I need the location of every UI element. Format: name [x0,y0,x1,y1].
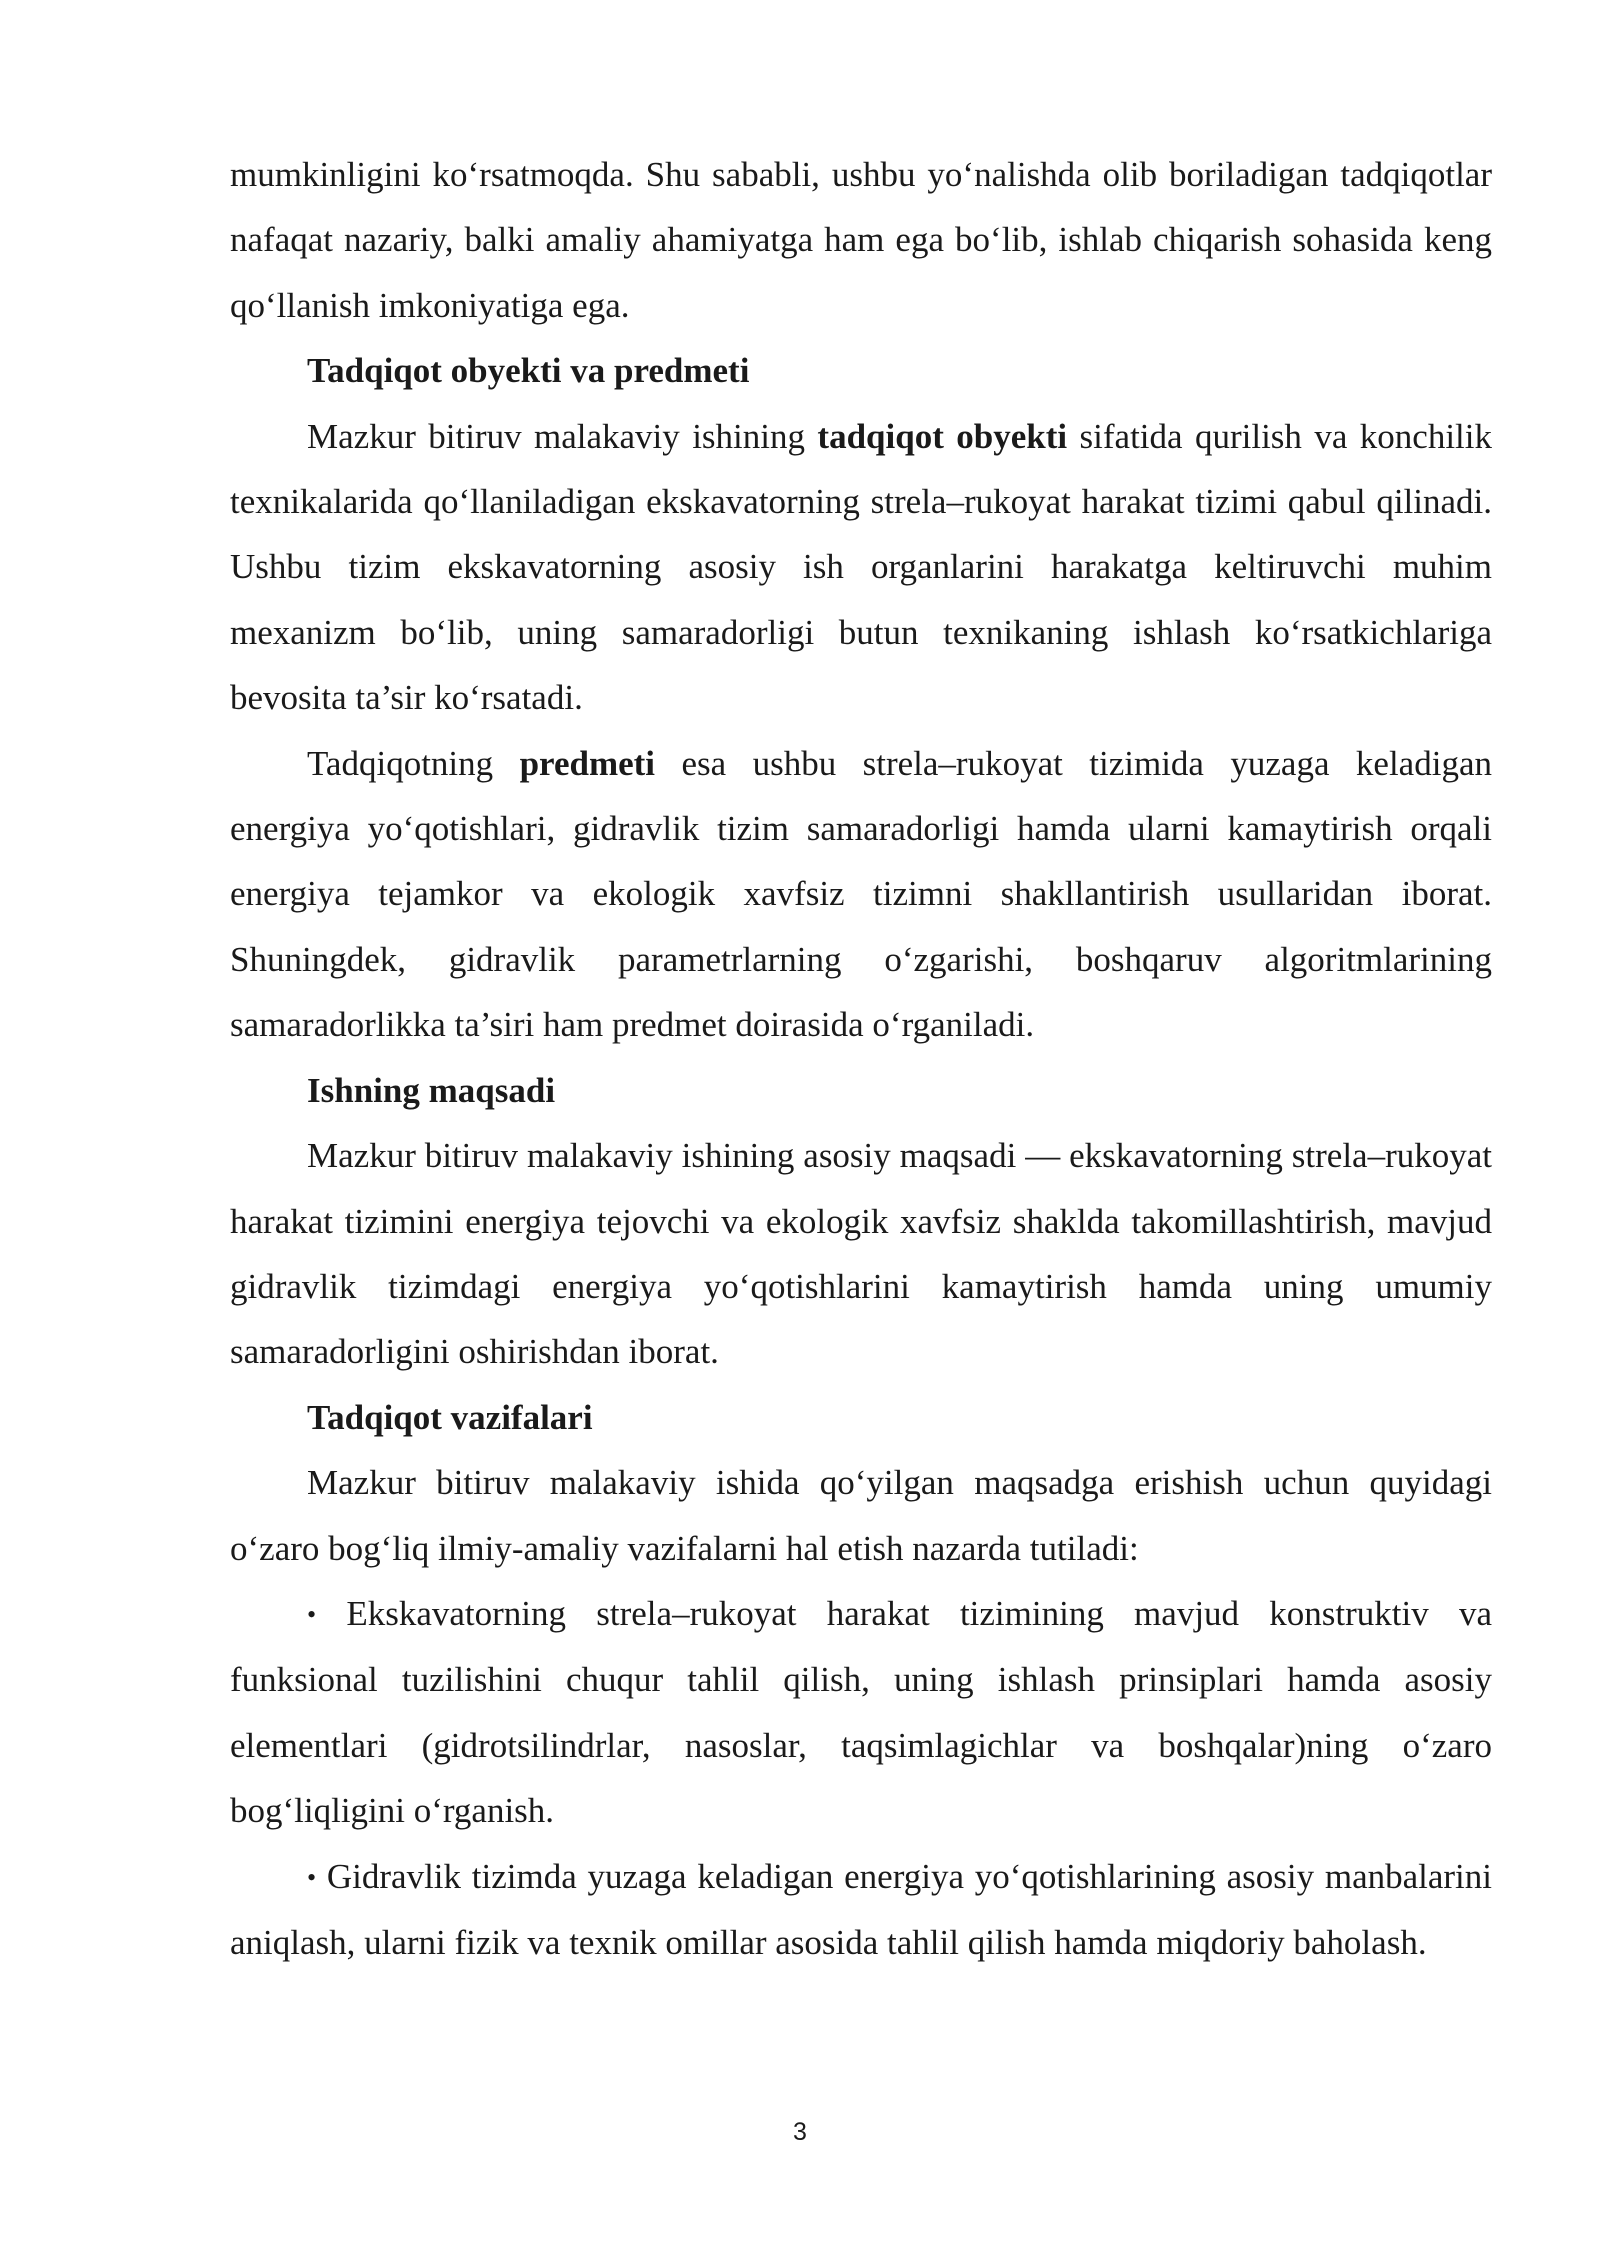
research-subject-text-start: Tadqiqotning [307,743,520,783]
document-page [230,142,1492,1975]
research-subject-term: predmeti [519,743,656,783]
research-object-text-end: sifatida qurilish va konchilik texnikalarida qo‘llaniladigan ekskavatorning strela–rukoyat harakat tizimi qabul qilinadi. Ushbu tizim ekskavatorning asosiy ish organlarini harakatga keltiruvchi muhim mexanizm bo‘lib, uning samaradorligi butun texnikaning ishlash ko‘rsatkichlariga bevosita ta’sir ko‘rsatadi. [230,416,1492,718]
research-object-term: tadqiqot obyekti [817,416,1068,456]
research-object-paragraph [230,404,1492,731]
goal-paragraph: Mazkur bitiruv malakaviy ishining asosiy maqsadi — ekskavatorning strela–rukoyat harakat tizimini energiya tejovchi va ekologik xavfsiz shaklda takomillashtirish, mavjud gidravlik tizimdagi energiya yo‘qotishlarini kamaytirish hamda uning umumiy samaradorligini oshirishdan iborat. [230,1136,1492,1372]
research-subject-text-end: esa ushbu strela–rukoyat tizimida yuzaga keladigan energiya yo‘qotishlari, gidravlik tizim samaradorligi hamda ularni kamaytirish orqali energiya tejamkor va ekologik xavfsiz tizimni shakllantirish usullaridan iborat. Shuningdek, gidravlik parametrlarning o‘zgarishi, boshqaruv algoritmlarining samaradorlikka ta’siri ham predmet doirasida o‘rganiladi. [230,743,1492,1045]
bullet-icon: • [307,1862,317,1892]
page-number: 3 [793,2118,807,2146]
task-item-text: Ekskavatorning strela–rukoyat harakat tizimining mavjud konstruktiv va funksional tuzilishini chuqur tahlil qilish, uning ishlash prinsiplari hamda asosiy elementlari (gidrotsilindrlar, nasoslar, taqsimlagichlar va boshqalar)ning o‘zaro bog‘liqligini o‘rganish. [230,1593,1493,1831]
intro-continuation-paragraph: mumkinligini ko‘rsatmoqda. Shu sababli, ushbu yo‘nalishda olib boriladigan tadqiqotlar nafaqat nazariy, balki amaliy ahamiyatga ham ega bo‘lib, ishlab chiqarish sohasida keng qo‘llanish imkoniyatiga ega. [230,155,1492,325]
goal-heading: Ishning maqsadi [307,1070,556,1110]
bullet-icon: • [307,1599,317,1629]
task-list-item [230,1844,1492,1976]
research-object-text-start: Mazkur bitiruv malakaviy ishining [307,416,818,456]
task-item-text: Gidravlik tizimda yuzaga keladigan energiya yo‘qotishlarining asosiy manbalarini aniqlash, ularni fizik va texnik omillar asosida tahlil qilish hamda miqdoriy baholash. [230,1856,1493,1962]
tasks-heading: Tadqiqot vazifalari [307,1397,593,1437]
object-subject-heading: Tadqiqot obyekti va predmeti [307,351,750,391]
tasks-intro-paragraph: Mazkur bitiruv malakaviy ishida qo‘yilgan maqsadga erishish uchun quyidagi o‘zaro bog‘liq ilmiy-amaliy vazifalarni hal etish nazarda tutiladi: [230,1463,1492,1568]
research-subject-paragraph [230,731,1492,1058]
task-list-item [230,1581,1492,1844]
